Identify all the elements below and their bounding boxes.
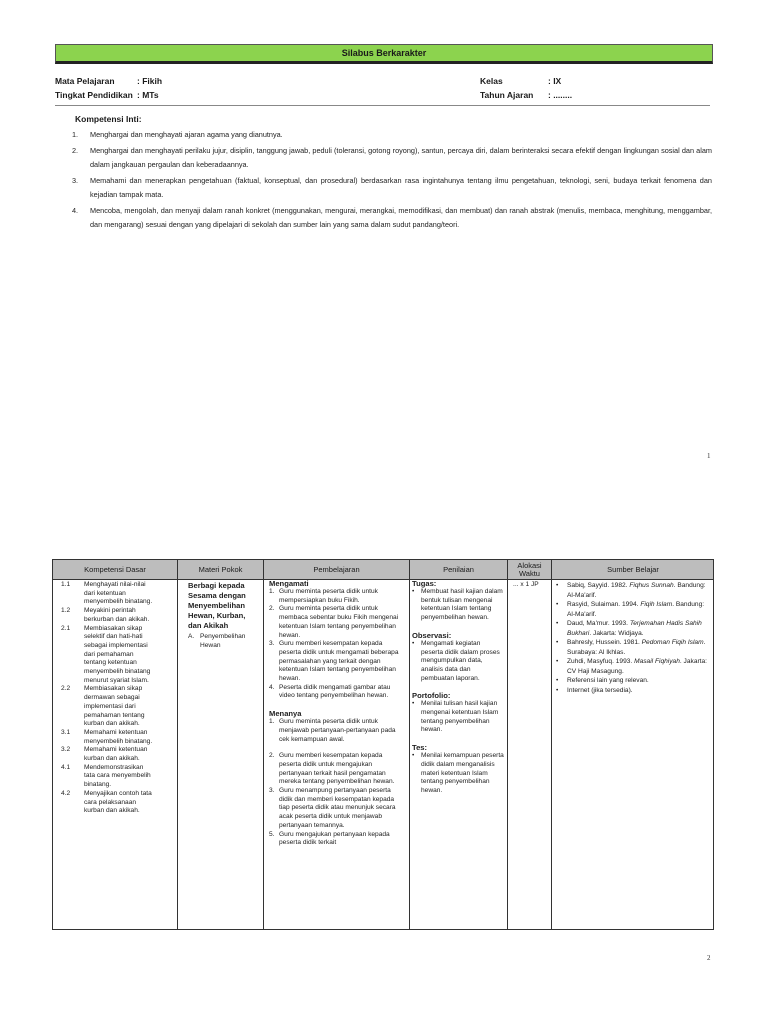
list-item: • Bahresly, Hussein. 1981. Pedoman Fiqih Islam. Surabaya: Al Ikhlas. [556,639,706,656]
tingkat-label: Tingkat Pendidikan [55,90,133,100]
materi-pokok-subitem: A. Penyembelihan Hewan [188,633,246,649]
list-item: 5. Guru mengajukan pertanyaan kepada peserta didik terkait [269,830,390,847]
ki-item: 1. Menghargai dan menghayati ajaran agama yang dianutnya. [72,130,283,139]
page-number-2: 2 [707,954,711,962]
list-item: 2. Guru meminta peserta didik untuk membaca sebentar buku Fikih mengenai ketentuan Islam tentang penyembelihan hewan. [269,605,399,639]
header-materi-pokok: Materi Pokok [198,565,243,574]
mengamati-list [269,588,401,701]
list-item: 4. Peserta didik mengamati gambar atau video tentang penyembelihan hewan. [269,683,391,700]
ki-item: 4. Mencoba, mengolah, dan menyaji dalam ranah konkret (menggunakan, mengurai, merangkai, memodifikasi, dan membuat) dan ranah abstrak (menulis, membaca, menghitung, menggambar, dan mengarang) sesuai dengan yang dipelajari di sekolah dan sumber lain yang sama dalam sudut pandang/teori. [72,205,712,229]
kompetensi-dasar-cell [61,581,153,816]
list-item: 3. Guru menampung pertanyaan peserta didik dan memberi kesempatan kepada tiap peserta didik atau menunjuk secara acak peserta didik untuk menjawab pertanyaan temannya. [269,787,396,829]
tingkat-value: : MTs [137,90,159,100]
document-title: Silabus Berkarakter [341,48,427,58]
kompetensi-inti-list [70,128,712,234]
kd-item: 4.2 Menyajikan contoh tata cara pelaksanaan kurban dan akikah. [61,789,152,815]
header-divider [55,105,710,106]
list-item: • Daud, Ma'mur. 1993. Terjemahan Hadis Sahih Bukhari. Jakarta: Widjaya. [556,620,702,637]
sumber-belajar-cell [556,581,711,695]
tahun-label: Tahun Ajaran [480,90,534,100]
list-item: • Sabiq, Sayyid. 1982. Fiqhus Sunnah. Bandung: Al-Ma'arif. [556,582,706,599]
kd-item: 1.2 Meyakini perintah berkurban dan akikah. [61,607,150,623]
mata-pelajaran-value: : Fikih [137,76,163,86]
penilaian-cell [412,579,504,796]
portofolio-heading: Portofolio: [412,691,451,701]
tes-heading: Tes: [412,743,428,753]
list-item: 1. Guru meminta peserta didik untuk mempersiapkan buku Fikih. [269,588,378,604]
mata-pelajaran-label: Mata Pelajaran [55,76,115,86]
list-item: • Menilai kemampuan peserta didik dalam menganalisis materi ketentuan Islam tentang penyembelihan hewan. [412,752,504,794]
menanya-heading: Menanya [269,709,302,719]
kd-item: 4.1 Mendemonstrasikan tata cara menyembelih binatang. [61,763,151,789]
header-pembelajaran: Pembelajaran [313,565,360,574]
alokasi-waktu-cell: ... x 1 JP [513,581,539,588]
list-item: • Menilai tulisan hasil kajian mengenai ketentuan Islam tentang penyembelihan hewan. [412,700,499,734]
kelas-value: : IX [548,76,562,86]
header-alokasi-waktu: Alokasi Waktu [517,561,542,578]
list-item: 2. Guru memberi kesempatan kepada peserta didik untuk mengajukan pertanyaan terkait hasil pengamatan mereka tentang penyembelihan hewan. [269,752,395,786]
page-number-1: 1 [707,452,711,460]
pembelajaran-cell [269,579,401,848]
ki-item: 3. Memahami dan menerapkan pengetahuan (faktual, konseptual, dan prosedural) berdasarkan rasa ingintahunya tentang ilmu pengetahuan, teknologi, seni, budaya terkait fenomena dan kejadian tampak mata. [72,175,712,199]
list-item: • Referensi lain yang relevan. [556,677,649,684]
header-kompetensi-dasar: Kompetensi Dasar [84,565,146,574]
kompetensi-inti-heading: Kompetensi Inti: [75,114,142,124]
header-sumber-belajar: Sumber Belajar [607,565,659,574]
kd-item: 3.1 Memahami ketentuan menyembelih binatang. [61,728,153,745]
list-item: • Internet (jika tersedia). [556,686,633,694]
list-item: 1. Guru meminta peserta didik untuk menjawab pertanyaan-pertanyaan pada cek kemampuan awal. [269,718,396,743]
list-item: • Zuhdi, Masyfuq. 1993. Masail Fiqhiyah. Jakarta: CV Haji Masagung. [556,658,708,675]
ki-item: 2. Menghargai dan menghayati perilaku jujur, disiplin, tanggung jawab, peduli (toleransi, gotong royong), santun, percaya diri, dalam berinteraksi secara efektif dengan lingkungan sosial dan alam dalam jangkauan pergaulan dan keberadaannya. [72,145,712,169]
materi-pokok-title: Berbagi kepada Sesama dengan Menyembelihan Hewan, Kurban, dan Akikah [188,581,246,630]
menanya-list [269,718,401,848]
tahun-value: : ........ [548,90,573,100]
kd-item: 1.1 Menghayati nilai-nilai dari ketentuan menyembelih binatang. [61,581,153,606]
kd-item: 2.1 Membiasakan sikap selektif dan hati-hati sebagai implementasi dari pemahaman tentang ketentuan menyembelih binatang menurut syariat Islam. [61,624,151,684]
sumber-belajar-list [556,581,711,695]
list-item: 3. Guru memberi kesempatan kepada peserta didik untuk mengamati beberapa permasalahan yang terkait dengan ketentuan Islam tentang penyembelihan hewan. [269,640,399,683]
column-divider [551,560,552,929]
document-title-bar [55,44,713,64]
kelas-label: Kelas [480,76,503,86]
observasi-heading: Observasi: [412,630,452,640]
list-item: • Mengamati kegiatan peserta didik dalam proses mengumpulkan data, analisis data dan pembuatan laporan. [412,639,500,682]
kd-item: 3.2 Memahami ketentuan kurban dan akikah. [61,746,148,763]
column-divider [507,560,508,929]
silabus-table [52,559,714,930]
materi-pokok-cell [188,581,260,650]
table-header-row [53,560,713,580]
list-item: • Rasyid, Sulaiman. 1994. Fiqih Islam. Bandung: Al-Ma'arif. [556,601,705,618]
column-divider [177,560,178,929]
column-divider [409,560,410,929]
header-penilaian: Penilaian [443,565,474,574]
tugas-heading: Tugas: [412,579,437,588]
column-divider [263,560,264,929]
kd-item: 2.2 Membiasakan sikap dermawan sebagai implementasi dari pemahaman tentang kurban dan akikah. [61,685,145,728]
mengamati-heading: Mengamati [269,579,309,588]
list-item: • Membuat hasil kajian dalam bentuk tulisan mengenai ketentuan Islam tentang penyembelihan hewan. [412,588,503,622]
